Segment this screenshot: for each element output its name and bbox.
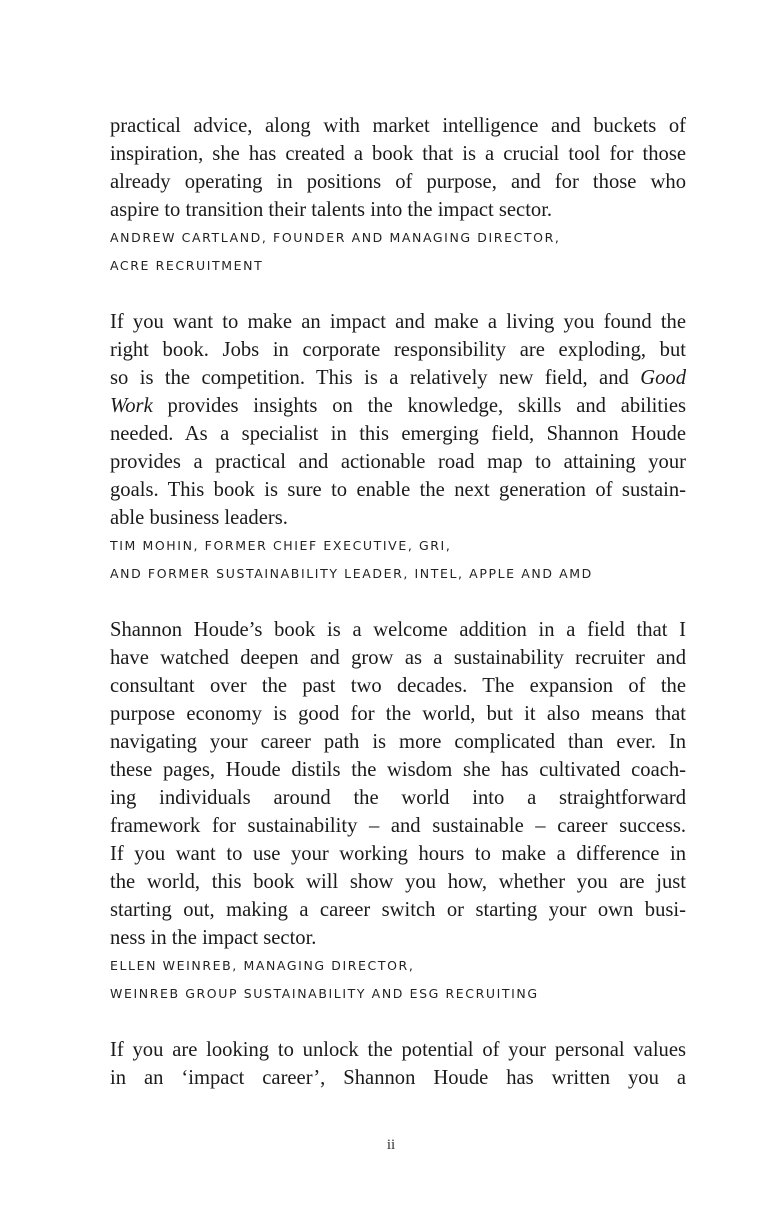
page-number: ii: [386, 1137, 396, 1153]
text-line: Shannon Houde’s book is a welcome addition in a field that I: [110, 619, 686, 641]
endorsement-text: [110, 616, 686, 952]
text-line: needed. As a specialist in this emerging field, Shannon Houde: [110, 423, 686, 445]
endorsement-cartland: [110, 112, 686, 280]
text-segment: so is the competition. This is a relatively new field, and: [110, 367, 629, 389]
text-line: If you want to use your working hours to make a difference in: [110, 843, 686, 865]
endorsement-text: [110, 1036, 686, 1092]
book-title-italic: Good: [640, 367, 686, 389]
endorsement-continued: [110, 1036, 686, 1092]
text-line: the world, this book will show you how, whether you are just: [110, 871, 686, 893]
attribution-line: ELLEN WEINREB, MANAGING DIRECTOR,: [110, 958, 415, 973]
text-line: If you are looking to unlock the potential of your personal values: [110, 1039, 686, 1061]
text-line: able business leaders.: [110, 507, 288, 529]
endorsement-text: [110, 308, 686, 532]
text-line: already operating in positions of purpose, and for those who: [110, 171, 686, 193]
endorsement-mohin: [110, 308, 686, 588]
text-line: purpose economy is good for the world, but it also means that: [110, 703, 686, 725]
text-line: goals. This book is sure to enable the next generation of sustain-: [110, 479, 686, 501]
text-line: inspiration, she has created a book that is a crucial tool for those: [110, 143, 686, 165]
text-line: these pages, Houde distils the wisdom she has cultivated coach-: [110, 759, 686, 781]
text-line: [110, 364, 686, 392]
book-title-italic: Work: [110, 395, 153, 417]
text-line: right book. Jobs in corporate responsibility are exploding, but: [110, 339, 686, 361]
attribution-line: AND FORMER SUSTAINABILITY LEADER, INTEL, APPLE AND AMD: [110, 566, 593, 581]
text-line: framework for sustainability – and sustainable – career success.: [110, 815, 686, 837]
text-line: ness in the impact sector.: [110, 927, 317, 949]
text-line: aspire to transition their talents into the impact sector.: [110, 199, 553, 221]
endorsement-text: [110, 112, 686, 224]
attribution-line: ACRE RECRUITMENT: [110, 258, 264, 273]
attribution-line: ANDREW CARTLAND, FOUNDER AND MANAGING DIRECTOR,: [110, 230, 561, 245]
text-line: in an ‘impact career’, Shannon Houde has written you a: [110, 1067, 686, 1089]
text-line: navigating your career path is more complicated than ever. In: [110, 731, 686, 753]
text-line: provides a practical and actionable road map to attaining your: [110, 451, 686, 473]
text-segment: provides insights on the knowledge, skills and abilities: [167, 395, 686, 417]
endorsement-weinreb: [110, 616, 686, 1008]
book-page: [110, 110, 686, 1120]
text-line: practical advice, along with market intelligence and buckets of: [110, 115, 686, 137]
text-line: If you want to make an impact and make a living you found the: [110, 311, 686, 333]
attribution-line: WEINREB GROUP SUSTAINABILITY AND ESG RECRUITING: [110, 986, 539, 1001]
text-line: ing individuals around the world into a straightforward: [110, 787, 686, 809]
text-line: have watched deepen and grow as a sustainability recruiter and: [110, 647, 686, 669]
attribution-line: TIM MOHIN, FORMER CHIEF EXECUTIVE, GRI,: [110, 538, 452, 553]
text-line: starting out, making a career switch or starting your own busi-: [110, 899, 686, 921]
text-line: consultant over the past two decades. The expansion of the: [110, 675, 686, 697]
text-line: [110, 392, 686, 420]
